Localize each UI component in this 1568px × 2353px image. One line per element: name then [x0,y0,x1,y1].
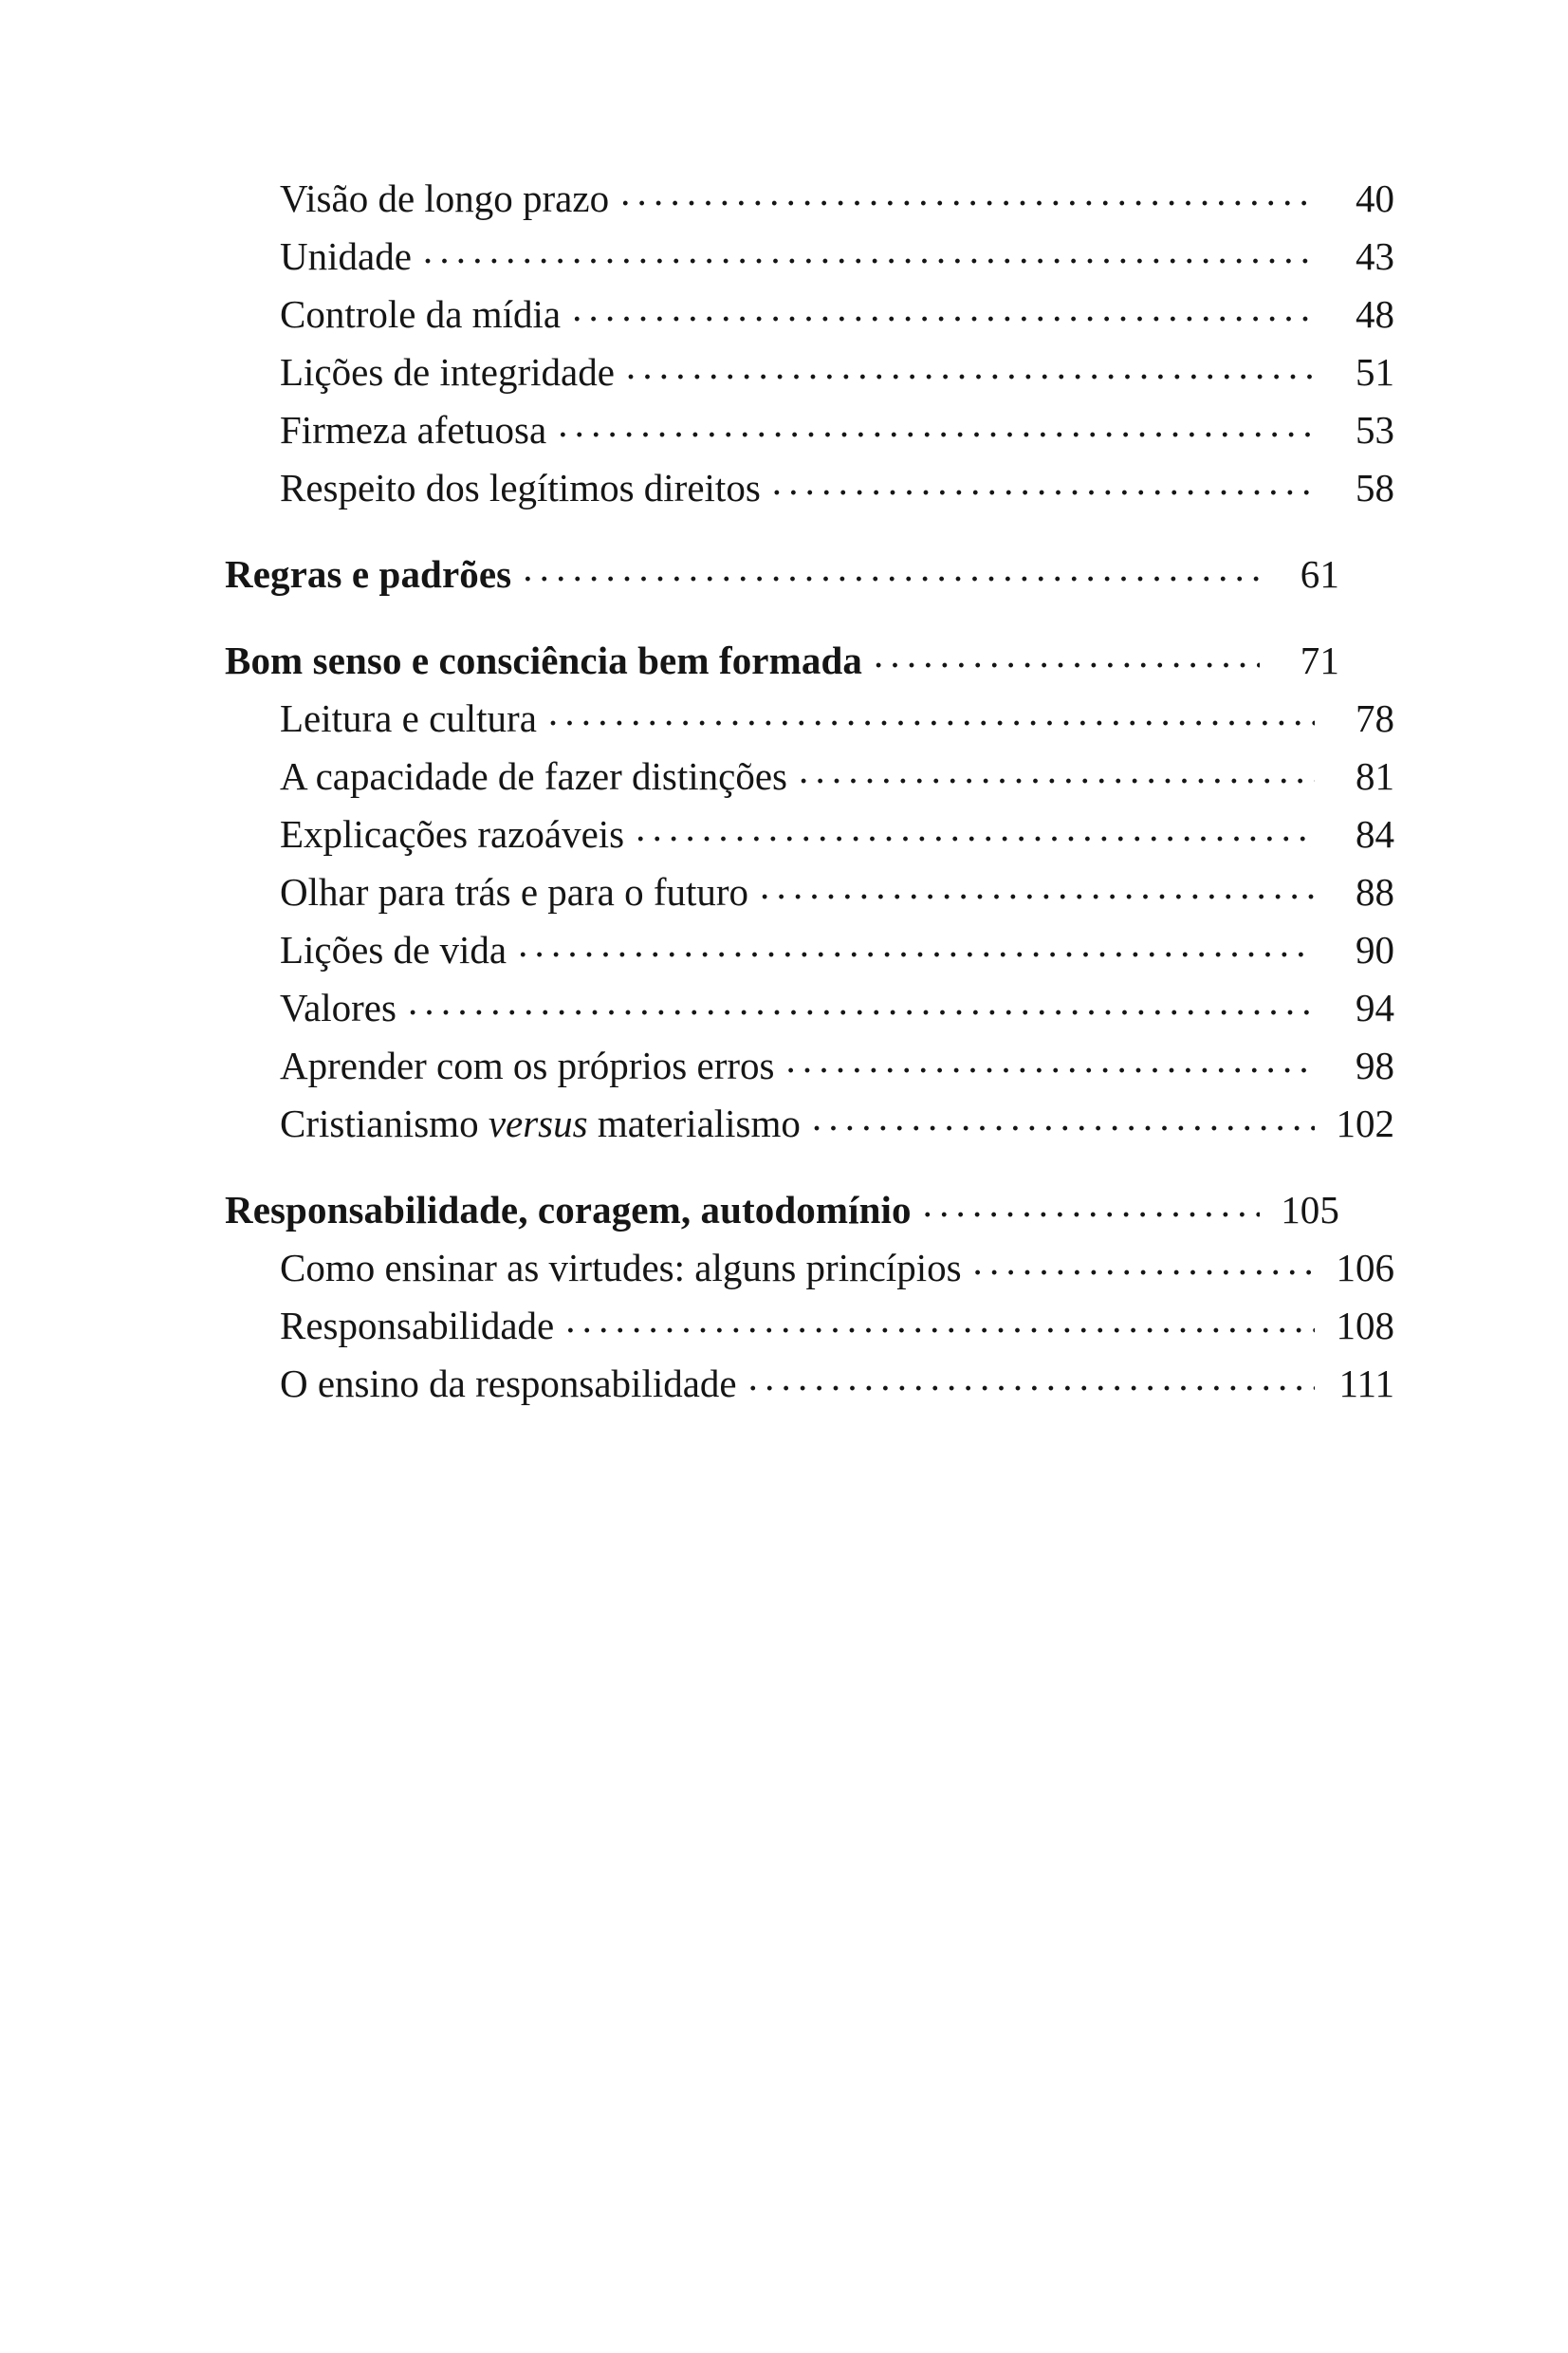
toc-subentry[interactable] [225,1040,1394,1098]
toc-subentry[interactable] [225,1358,1394,1416]
dot-leader [408,982,1315,1021]
toc-page-number: 105 [1281,1188,1339,1232]
toc-entry-title: Como ensinar as virtudes: alguns princípios [280,1246,962,1289]
toc-entry-title: Leitura e cultura [280,696,537,740]
toc-page-number: 98 [1356,1044,1394,1087]
toc-page-number: 88 [1356,870,1394,914]
toc-subentry[interactable] [225,288,1394,346]
dot-leader [799,750,1315,789]
toc-entry-title: Bom senso e consciência bem formada [225,639,862,682]
toc-page-number: 106 [1336,1246,1394,1289]
toc-page-number: 102 [1336,1102,1394,1145]
toc-entry-title: Unidade [280,234,412,278]
dot-leader [572,288,1315,327]
toc-entry-title: Lições de vida [280,928,507,972]
dot-leader [620,173,1315,212]
toc-page-number: 53 [1356,408,1394,452]
dot-leader [565,1300,1315,1339]
toc-page-number: 78 [1356,696,1394,740]
toc-subentry[interactable] [225,693,1394,750]
toc-entry-title: Valores [280,986,397,1029]
dot-leader [785,1040,1315,1079]
dot-leader [636,808,1315,847]
dot-leader [748,1358,1315,1397]
toc-entry-title: Explicações razoáveis [280,812,625,856]
toc-subentry[interactable] [225,1242,1394,1300]
dot-leader [558,404,1315,443]
toc-page-number: 94 [1356,986,1394,1029]
toc-entry-title [280,1104,801,1143]
toc-subentry[interactable] [225,1098,1394,1156]
toc-title-italic-part: versus [488,1102,588,1145]
toc-entry-title: Aprender com os próprios erros [280,1044,775,1087]
toc-chapter-entry[interactable] [225,1184,1339,1242]
toc-page-number: 40 [1356,176,1394,220]
dot-leader [812,1098,1315,1137]
toc-entry-title: Controle da mídia [280,292,562,336]
toc-subentry[interactable] [225,924,1394,982]
toc-entry-title: O ensino da responsabilidade [280,1362,737,1405]
dot-leader [518,924,1315,963]
dot-leader [874,635,1260,674]
toc-subentry[interactable] [225,346,1394,404]
toc-page-number: 111 [1338,1362,1394,1405]
toc-subentry[interactable] [225,404,1394,462]
toc-page-number: 71 [1300,639,1339,682]
toc-entry-title: Respeito dos legítimos direitos [280,466,761,510]
toc-entry-title: Firmeza afetuosa [280,408,547,452]
dot-leader [523,548,1260,587]
dot-leader [626,346,1315,385]
table-of-contents-list [225,173,1394,1416]
toc-page-number: 90 [1356,928,1394,972]
dot-leader [760,866,1315,905]
toc-page-number: 43 [1356,234,1394,278]
toc-subentry[interactable] [225,750,1394,808]
toc-page-number: 84 [1356,812,1394,856]
toc-subentry[interactable] [225,231,1394,288]
toc-chapter-entry[interactable] [225,635,1339,693]
toc-page-number: 48 [1356,292,1394,336]
toc-entry-title: Responsabilidade [280,1304,555,1347]
toc-title-part: materialismo [587,1102,801,1145]
toc-entry-title: A capacidade de fazer distinções [280,754,788,798]
toc-page-number: 61 [1300,552,1339,596]
toc-subentry[interactable] [225,1300,1394,1358]
toc-entry-title: Responsabilidade, coragem, autodomínio [225,1188,912,1232]
toc-title-part: Cristianismo [280,1102,489,1145]
toc-subentry[interactable] [225,173,1394,231]
toc-page-number: 108 [1336,1304,1394,1347]
toc-page-number: 81 [1356,754,1394,798]
dot-leader [923,1184,1260,1223]
toc-entry-title: Olhar para trás e para o futuro [280,870,749,914]
toc-chapter-entry[interactable] [225,548,1339,606]
dot-leader [423,231,1315,269]
toc-entry-title: Visão de longo prazo [280,176,610,220]
dot-leader [772,462,1315,501]
toc-subentry[interactable] [225,808,1394,866]
toc-entry-title: Regras e padrões [225,552,512,596]
toc-subentry[interactable] [225,982,1394,1040]
toc-subentry[interactable] [225,462,1394,520]
toc-subentry[interactable] [225,866,1394,924]
toc-entry-title: Lições de integridade [280,350,615,394]
dot-leader [548,693,1315,732]
toc-page-number: 51 [1356,350,1394,394]
toc-page-number: 58 [1356,466,1394,510]
dot-leader [973,1242,1315,1281]
